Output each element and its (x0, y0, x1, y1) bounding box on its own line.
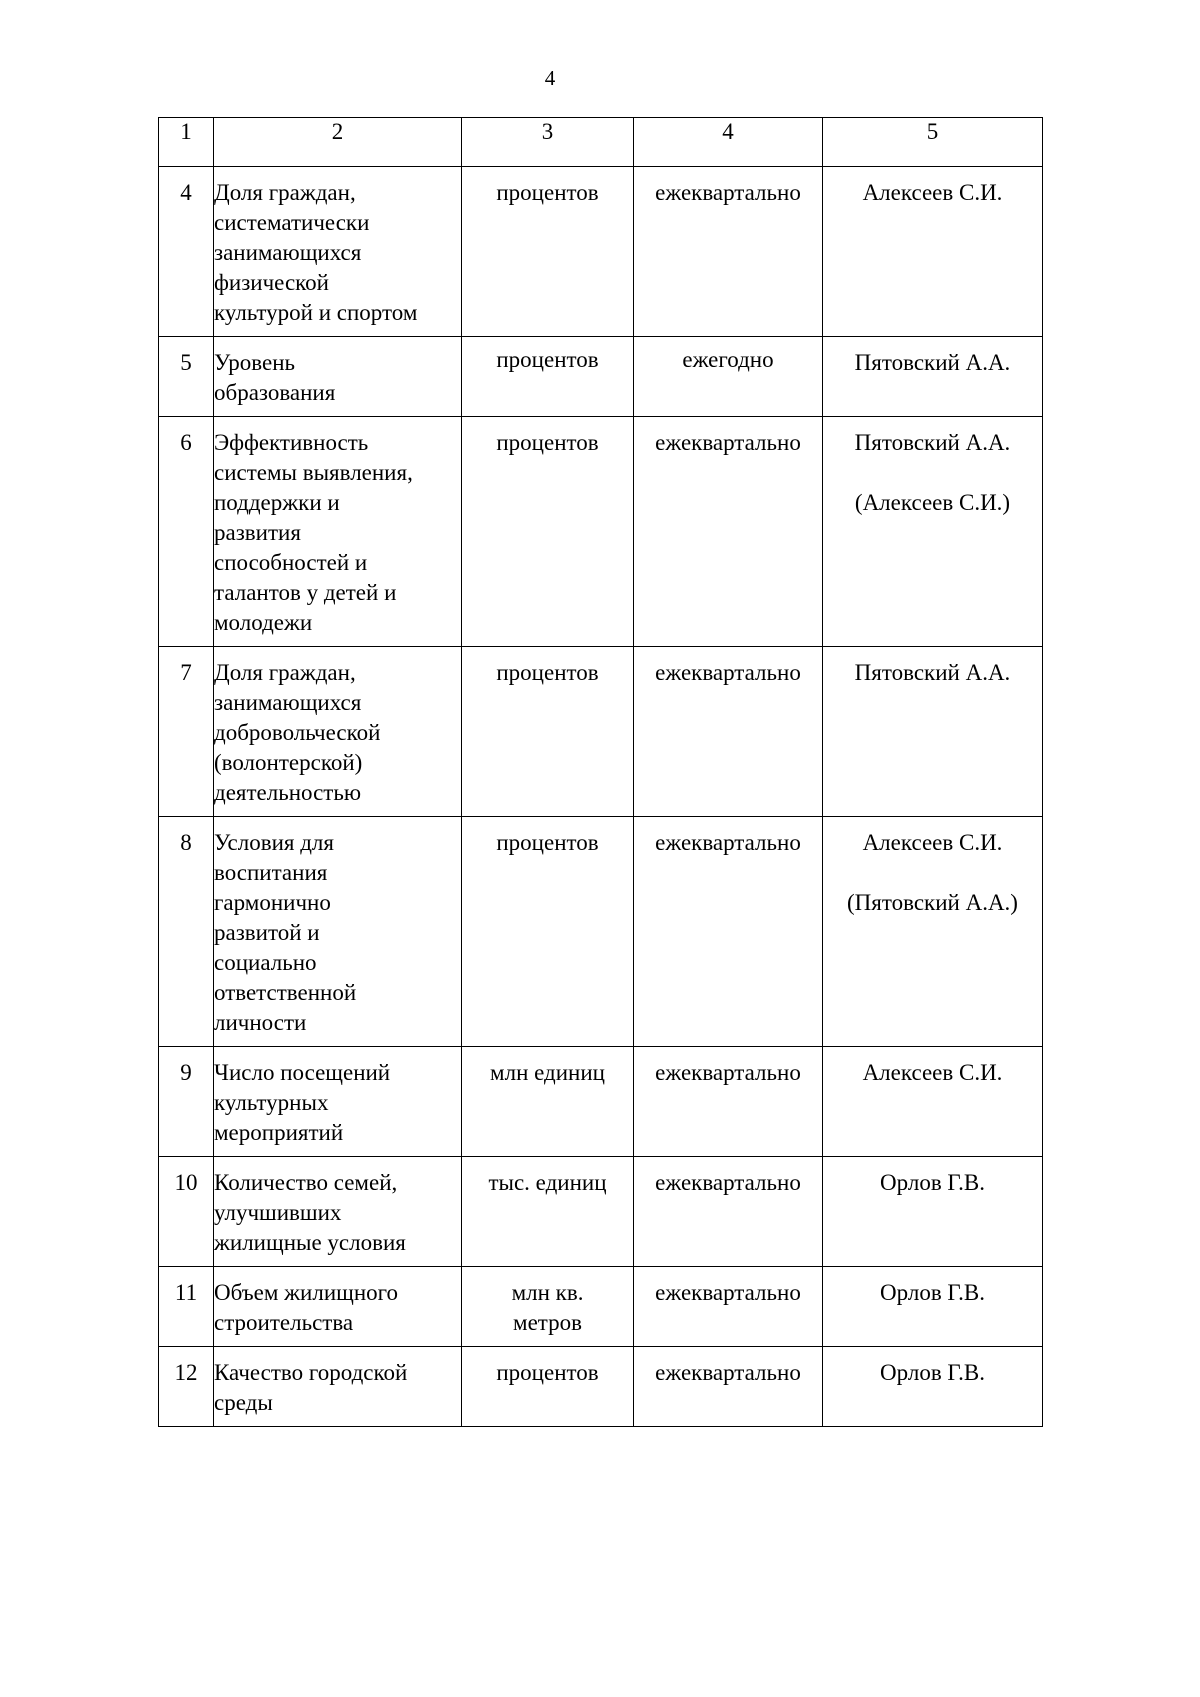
unit-cell (462, 1267, 634, 1347)
responsible-name: Пятовский А.А. (854, 660, 1011, 685)
responsible-cell (823, 1267, 1043, 1347)
indicator-name-line: Условия для (214, 830, 334, 855)
indicator-name-line: добровольческой (214, 720, 381, 745)
indicator-name-line: культурных (214, 1090, 329, 1115)
indicator-name-line: Качество городской (214, 1360, 408, 1385)
frequency-text: ежеквартально (655, 1060, 801, 1085)
responsible-cell (823, 1347, 1043, 1427)
row-number-text: 5 (180, 350, 192, 375)
unit-cell (462, 817, 634, 1047)
responsible-cell (823, 1157, 1043, 1267)
indicator-name-line: Уровень (214, 350, 295, 375)
frequency-text: ежеквартально (655, 1280, 801, 1305)
indicator-name-line: Объем жилищного (214, 1280, 399, 1305)
frequency-text: ежеквартально (655, 830, 801, 855)
row-number-text: 7 (180, 660, 192, 685)
indicator-name-line: Число посещений (214, 1060, 391, 1085)
indicator-name-line: развитой и (214, 920, 320, 945)
responsible-name: (Пятовский А.А.) (847, 890, 1018, 915)
unit-cell (462, 1047, 634, 1157)
table-row (159, 337, 1043, 417)
frequency-cell (634, 1347, 823, 1427)
unit-text: процентов (496, 1360, 599, 1385)
unit-cell (462, 417, 634, 647)
row-number (159, 647, 214, 817)
frequency-cell (634, 647, 823, 817)
unit-cell (462, 167, 634, 337)
row-number (159, 1347, 214, 1427)
table-row (159, 167, 1043, 337)
frequency-text: ежеквартально (655, 660, 801, 685)
table-row (159, 1347, 1043, 1427)
table-row (159, 817, 1043, 1047)
indicator-name-line: (волонтерской) (214, 750, 363, 775)
indicator-name-line: строительства (214, 1310, 354, 1335)
frequency-text: ежеквартально (655, 180, 801, 205)
indicators-table (158, 117, 1043, 1427)
row-number (159, 817, 214, 1047)
column-header: 1 (159, 118, 214, 167)
unit-text: процентов (496, 180, 599, 205)
responsible-name: Алексеев С.И. (862, 1060, 1003, 1085)
indicator-name-line: занимающихся (214, 690, 362, 715)
indicator-name-line: Количество семей, (214, 1170, 398, 1195)
frequency-cell (634, 817, 823, 1047)
frequency-cell (634, 1267, 823, 1347)
indicator-name-line: среды (214, 1390, 273, 1415)
indicator-name-line: Эффективность (214, 430, 369, 455)
indicator-name-line: улучшивших (214, 1200, 342, 1225)
row-number-text: 11 (174, 1280, 198, 1305)
row-number (159, 167, 214, 337)
responsible-name: Орлов Г.В. (880, 1360, 985, 1385)
page-number: 4 (544, 66, 556, 90)
row-number-text: 10 (174, 1170, 198, 1195)
table-row (159, 417, 1043, 647)
indicator-name-line: систематически (214, 210, 370, 235)
frequency-cell (634, 1047, 823, 1157)
column-header: 5 (823, 118, 1043, 167)
indicator-name (214, 1347, 462, 1427)
indicator-name (214, 167, 462, 337)
table-body (159, 167, 1043, 1427)
frequency-text: ежеквартально (655, 430, 801, 455)
indicator-name (214, 1267, 462, 1347)
table-header-row (159, 118, 1043, 167)
responsible-name: Пятовский А.А. (854, 350, 1011, 375)
frequency-text: ежеквартально (655, 1360, 801, 1385)
indicator-name-line: Доля граждан, (214, 180, 356, 205)
indicator-name-line: деятельностью (214, 780, 362, 805)
responsible-name: Орлов Г.В. (880, 1280, 985, 1305)
indicator-name (214, 817, 462, 1047)
row-number (159, 337, 214, 417)
unit-cell (462, 1157, 634, 1267)
indicator-name-line: воспитания (214, 860, 328, 885)
unit-text: млн кв. метров (511, 1280, 584, 1335)
indicator-name-line: системы выявления, (214, 460, 413, 485)
indicator-name-line: культурой и спортом (214, 300, 418, 325)
indicator-name-line: развития (214, 520, 301, 545)
indicator-name-line: ответственной (214, 980, 357, 1005)
indicator-name-line: социально (214, 950, 317, 975)
row-number (159, 1047, 214, 1157)
frequency-text: ежегодно (682, 347, 774, 372)
indicator-name (214, 1047, 462, 1157)
column-header: 3 (462, 118, 634, 167)
row-number (159, 1267, 214, 1347)
indicator-name-line: молодежи (214, 610, 313, 635)
responsible-name: Алексеев С.И. (862, 180, 1003, 205)
row-number-text: 12 (174, 1360, 198, 1385)
responsible-cell (823, 1047, 1043, 1157)
indicator-name-line: гармонично (214, 890, 331, 915)
frequency-cell (634, 1157, 823, 1267)
responsible-name: Пятовский А.А. (854, 430, 1011, 455)
row-number (159, 1157, 214, 1267)
indicator-name (214, 1157, 462, 1267)
frequency-cell (634, 167, 823, 337)
responsible-name: Орлов Г.В. (880, 1170, 985, 1195)
indicator-name-line: поддержки и (214, 490, 340, 515)
unit-cell (462, 647, 634, 817)
unit-cell (462, 1347, 634, 1427)
row-number-text: 9 (180, 1060, 192, 1085)
responsible-cell (823, 417, 1043, 647)
indicator-name-line: физической (214, 270, 329, 295)
table-row (159, 1157, 1043, 1267)
unit-text: процентов (496, 347, 599, 372)
responsible-cell (823, 647, 1043, 817)
responsible-cell (823, 817, 1043, 1047)
table-row (159, 1267, 1043, 1347)
frequency-text: ежеквартально (655, 1170, 801, 1195)
row-number-text: 6 (180, 430, 192, 455)
unit-text: млн единиц (490, 1060, 605, 1085)
responsible-name: Алексеев С.И. (862, 830, 1003, 855)
indicator-name-line: личности (214, 1010, 307, 1035)
unit-text: процентов (496, 430, 599, 455)
unit-text: процентов (496, 660, 599, 685)
column-header: 2 (214, 118, 462, 167)
row-number (159, 417, 214, 647)
indicator-name-line: жилищные условия (214, 1230, 406, 1255)
indicator-name-line: мероприятий (214, 1120, 344, 1145)
indicator-name-line: образования (214, 380, 336, 405)
responsible-cell (823, 337, 1043, 417)
table-row (159, 1047, 1043, 1157)
frequency-cell (634, 417, 823, 647)
indicator-name-line: талантов у детей и (214, 580, 397, 605)
row-number-text: 8 (180, 830, 192, 855)
unit-text: процентов (496, 830, 599, 855)
unit-text: тыс. единиц (488, 1170, 607, 1195)
frequency-cell (634, 337, 823, 417)
unit-cell (462, 337, 634, 417)
row-number-text: 4 (180, 180, 192, 205)
table-row (159, 647, 1043, 817)
indicator-name-line: Доля граждан, (214, 660, 356, 685)
indicator-name-line: способностей и (214, 550, 368, 575)
indicator-name (214, 647, 462, 817)
responsible-name: (Алексеев С.И.) (854, 490, 1011, 515)
indicator-name-line: занимающихся (214, 240, 362, 265)
indicator-name (214, 337, 462, 417)
indicator-name (214, 417, 462, 647)
responsible-cell (823, 167, 1043, 337)
column-header: 4 (634, 118, 823, 167)
